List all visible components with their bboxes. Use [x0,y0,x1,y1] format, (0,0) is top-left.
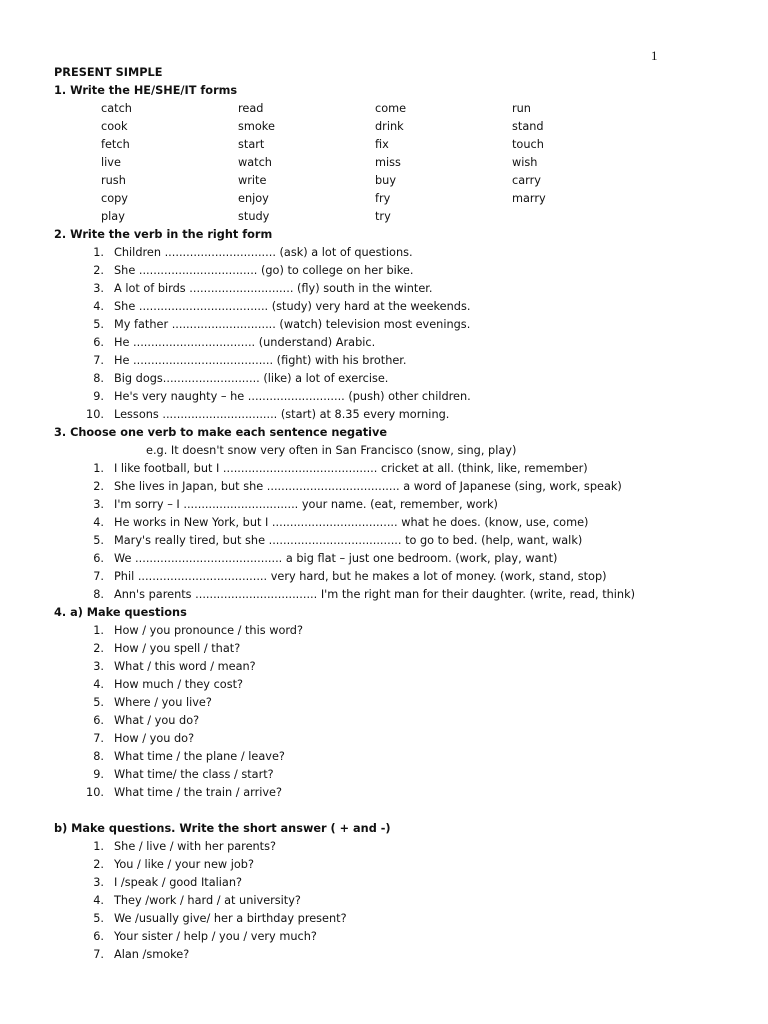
item-text: He .................................. (understand) Arabic. [114,336,376,349]
verb-word: run [512,102,531,115]
list-item [54,532,744,550]
exercise-2-list [54,244,744,424]
list-item [54,460,744,478]
page-number: 1 [651,48,658,63]
item-number: 2. [93,264,104,277]
verb-word: read [238,102,264,115]
item-text: We ......................................... a big flat – just one bedroom. (work, play, want) [114,552,558,565]
item-text: Mary's really tired, but she ..................................... to go to bed. (help, want, walk) [114,534,583,547]
exercise-1-heading: 1. Write the HE/SHE/IT forms [54,84,238,97]
list-item [54,388,744,406]
item-number: 3. [93,498,104,511]
item-number: 1. [93,462,104,475]
item-number: 7. [93,570,104,583]
list-item [54,316,744,334]
item-number: 6. [93,930,104,943]
item-text: What / this word / mean? [114,660,256,673]
list-item [54,838,744,856]
list-item [54,280,744,298]
item-number: 3. [93,282,104,295]
list-item [54,694,744,712]
list-item [54,658,744,676]
worksheet-content [54,64,744,964]
verb-word: miss [375,156,401,169]
item-number: 5. [93,534,104,547]
list-item [54,928,744,946]
item-number: 3. [93,876,104,889]
verb-word: rush [101,174,126,187]
verb-word: fix [375,138,389,151]
list-item [54,514,744,532]
item-number: 1. [93,246,104,259]
item-text: She / live / with her parents? [114,840,276,853]
list-item [54,496,744,514]
item-number: 2. [93,858,104,871]
item-number: 10. [86,786,104,799]
item-number: 1. [93,840,104,853]
verb-word: copy [101,192,128,205]
list-item [54,640,744,658]
list-item [54,550,744,568]
verb-word: smoke [238,120,275,133]
list-item [54,370,744,388]
item-text: How / you spell / that? [114,642,241,655]
verb-word [512,208,649,226]
verb-word: cook [101,120,128,133]
verb-word: enjoy [238,192,269,205]
item-number: 4. [93,516,104,529]
item-number: 2. [93,480,104,493]
item-number: 1. [93,624,104,637]
verb-word: study [238,210,270,223]
list-item [54,856,744,874]
exercise-3-list [54,460,744,604]
verb-word: try [375,210,391,223]
list-item [54,766,744,784]
verb-word-grid [101,100,744,226]
item-text: You / like / your new job? [114,858,254,871]
item-number: 5. [93,318,104,331]
item-number: 7. [93,732,104,745]
item-text: What time / the train / arrive? [114,786,282,799]
item-number: 6. [93,336,104,349]
exercise-3-heading: 3. Choose one verb to make each sentence negative [54,426,388,439]
verb-word: catch [101,102,132,115]
item-number: 4. [93,300,104,313]
verb-word: touch [512,138,544,151]
item-text: Phil .................................... very hard, but he makes a lot of money. (work, stand, stop) [114,570,607,583]
item-text: He works in New York, but I ................................... what he does. (know, use, come) [114,516,589,529]
list-item [54,892,744,910]
verb-word: buy [375,174,397,187]
exercise-4b-heading: b) Make questions. Write the short answer ( + and -) [54,822,391,835]
verb-word: marry [512,192,546,205]
item-text: He's very naughty – he ........................... (push) other children. [114,390,471,403]
item-number: 4. [93,894,104,907]
list-item [54,478,744,496]
item-text: How much / they cost? [114,678,244,691]
item-number: 8. [93,372,104,385]
exercise-4b-list [54,838,744,964]
list-item [54,622,744,640]
item-text: Big dogs........................... (like) a lot of exercise. [114,372,389,385]
list-item [54,586,744,604]
item-number: 9. [93,390,104,403]
item-text: I /speak / good Italian? [114,876,242,889]
item-text: What / you do? [114,714,200,727]
item-text: She .................................... (study) very hard at the weekends. [114,300,471,313]
worksheet-title: PRESENT SIMPLE [54,66,163,79]
item-text: My father ............................. (watch) television most evenings. [114,318,471,331]
item-text: What time / the plane / leave? [114,750,285,763]
item-text: What time/ the class / start? [114,768,274,781]
list-item [54,568,744,586]
item-text: I'm sorry – I ................................ your name. (eat, remember, work) [114,498,498,511]
verb-word: write [238,174,267,187]
list-item [54,262,744,280]
verb-word: watch [238,156,272,169]
item-text: How / you pronounce / this word? [114,624,303,637]
item-text: She ................................. (go) to college on her bike. [114,264,414,277]
item-text: Lessons ................................ (start) at 8.35 every morning. [114,408,450,421]
list-item [54,730,744,748]
item-number: 6. [93,714,104,727]
exercise-4a-heading: 4. a) Make questions [54,606,187,619]
verb-word: carry [512,174,541,187]
item-number: 7. [93,354,104,367]
item-number: 4. [93,678,104,691]
item-number: 10. [86,408,104,421]
list-item [54,910,744,928]
verb-word: wish [512,156,538,169]
item-text: Alan /smoke? [114,948,190,961]
item-text: A lot of birds ............................. (fly) south in the winter. [114,282,433,295]
list-item [54,406,744,424]
item-number: 5. [93,696,104,709]
item-number: 5. [93,912,104,925]
list-item [54,352,744,370]
section-spacer [54,802,744,820]
item-text: She lives in Japan, but she ..................................... a word of Japanese (sing, work, speak) [114,480,622,493]
item-text: We /usually give/ her a birthday present? [114,912,347,925]
item-text: They /work / hard / at university? [114,894,301,907]
exercise-3-example: e.g. It doesn't snow very often in San Francisco (snow, sing, play) [146,444,517,457]
verb-word: stand [512,120,544,133]
list-item [54,334,744,352]
item-number: 3. [93,660,104,673]
item-text: Your sister / help / you / very much? [114,930,317,943]
item-text: Children ............................... (ask) a lot of questions. [114,246,413,259]
list-item [54,712,744,730]
item-text: He ....................................... (fight) with his brother. [114,354,407,367]
exercise-2-heading: 2. Write the verb in the right form [54,228,273,241]
item-number: 8. [93,588,104,601]
list-item [54,244,744,262]
exercise-4a-list [54,622,744,802]
item-number: 2. [93,642,104,655]
item-number: 6. [93,552,104,565]
verb-word: come [375,102,407,115]
item-text: How / you do? [114,732,195,745]
item-text: Where / you live? [114,696,212,709]
item-number: 7. [93,948,104,961]
list-item [54,784,744,802]
verb-word: live [101,156,121,169]
list-item [54,298,744,316]
item-number: 8. [93,750,104,763]
item-number: 9. [93,768,104,781]
verb-word: fetch [101,138,130,151]
item-text: Ann's parents .................................. I'm the right man for their daughter. (write, read, think) [114,588,636,601]
verb-word: play [101,210,125,223]
list-item [54,874,744,892]
list-item [54,676,744,694]
list-item [54,946,744,964]
verb-word: start [238,138,265,151]
list-item [54,748,744,766]
item-text: I like football, but I ........................................... cricket at all. (think, like, remember) [114,462,588,475]
verb-word: fry [375,192,391,205]
verb-word: drink [375,120,404,133]
